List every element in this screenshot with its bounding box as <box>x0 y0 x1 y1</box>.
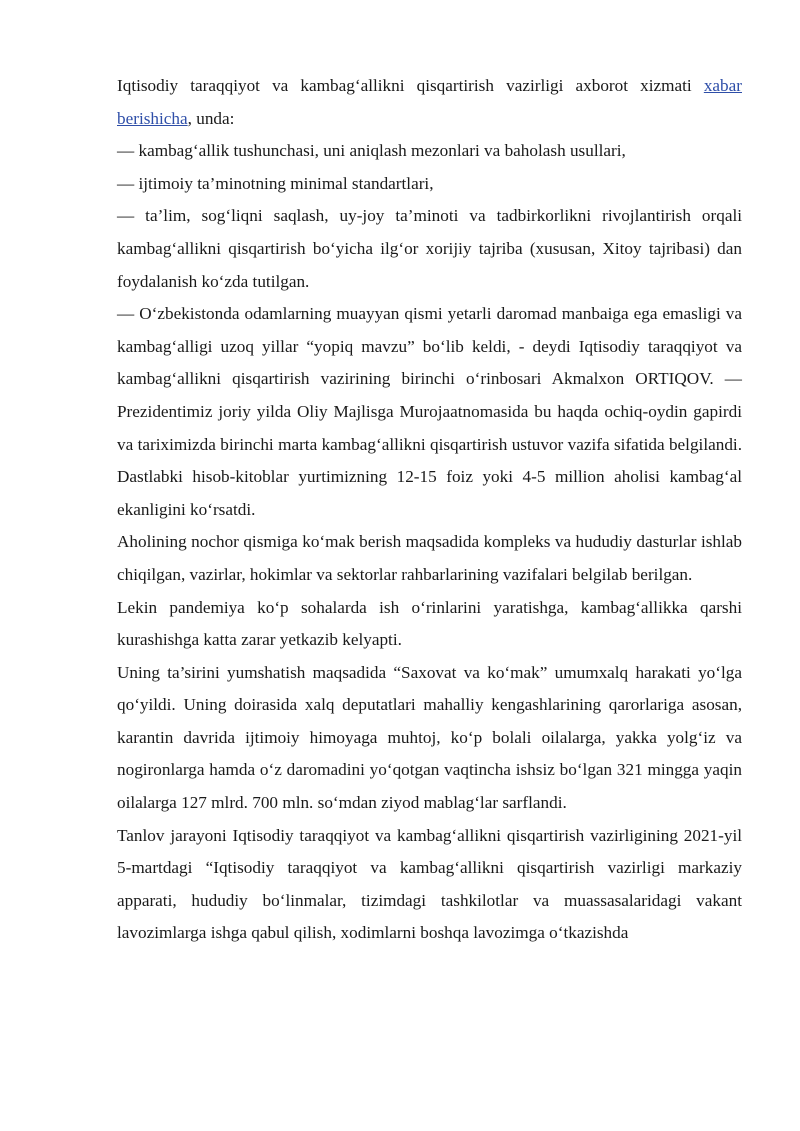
paragraph-intro <box>117 70 742 135</box>
paragraph-quote: — O‘zbekistonda odamlarning muayyan qismi yetarli daromad manbaiga ega emasligi va kambag‘alligi uzoq yillar “yopiq mavzu” bo‘lib keldi, - deydi Iqtisodiy taraqqiyot va kambag‘allikni qisqartirish vazirining birinchi o‘rinbosari Akmalxon ORTIQOV. — Prezidentimiz joriy yilda Oliy Majlisga Murojaatnomasida bu haqda ochiq-oydin gapirdi va tariximizda birinchi marta kambag‘allikni qisqartirish ustuvor vazifa sifatida belgilandi. Dastlabki hisob-kitoblar yurtimizning 12-15 foiz yoki 4-5 million aholisi kambag‘al ekanligini ko‘rsatdi. <box>117 304 742 519</box>
paragraph-selection: Tanlov jarayoni Iqtisodiy taraqqiyot va kambag‘allikni qisqartirish vazirligining 2021-yil 5-martdagi “Iqtisodiy taraqqiyot va kambag‘allikni qisqartirish vazirligi markaziy apparati, hududiy bo‘linmalar, tizimdagi tashkilotlar va muassasalaridagi vakant lavozimlarga ishga qabul qilish, xodimlarni boshqa lavozimga o‘tkazishda <box>117 825 742 943</box>
list-item-foreign-experience: — ta’lim, sog‘liqni saqlash, uy-joy ta’minoti va tadbirkorlikni rivojlantirish orqali kambag‘allikni qisqartirish bo‘yicha ilg‘or xorijiy tajriba (xususan, Xitoy tajribasi) dan foydalanish ko‘zda tutilgan. <box>117 206 742 291</box>
paragraph-programs: Aholining nochor qismiga ko‘mak berish maqsadida kompleks va hududiy dasturlar ishlab chiqilgan, vazirlar, hokimlar va sektorlar rahbarlarining vazifalari belgilab berilgan. <box>117 532 742 584</box>
paragraph-pandemic: Lekin pandemiya ko‘p sohalarda ish o‘rinlarini yaratishga, kambag‘allikka qarshi kurashishga katta zarar yetkazib kelyapti. <box>117 597 742 650</box>
intro-text: Iqtisodiy taraqqiyot va kambag‘allikni qisqartirish vazirligi axborot xizmati <box>117 76 704 95</box>
list-item-poverty-concept: — kambag‘allik tushunchasi, uni aniqlash mezonlari va baholash usullari, <box>117 141 626 161</box>
paragraph-saxovat: Uning ta’sirini yumshatish maqsadida “Saxovat va ko‘mak” umumxalq harakati yo‘lga qo‘yildi. Uning doirasida xalq deputatlari mahalliy kengashlarining qarorlariga asosan, karantin davrida ijtimoiy himoyaga muhtoj, ko‘p bolali oilalarga, yakka yolg‘iz va nogironlarga hamda o‘z daromadini yo‘qotgan vaqtincha ishsiz bo‘lgan 321 mingga yaqin oilalarga 127 mlrd. 700 mln. so‘mdan ziyod mablag‘lar sarflandi. <box>117 662 742 813</box>
intro-text-end: , unda: <box>187 108 235 128</box>
document-body <box>117 70 742 950</box>
list-item-social-standards: — ijtimoiy ta’minotning minimal standartlari, <box>117 173 434 193</box>
news-source-link[interactable]: xabar berishicha <box>117 76 742 128</box>
